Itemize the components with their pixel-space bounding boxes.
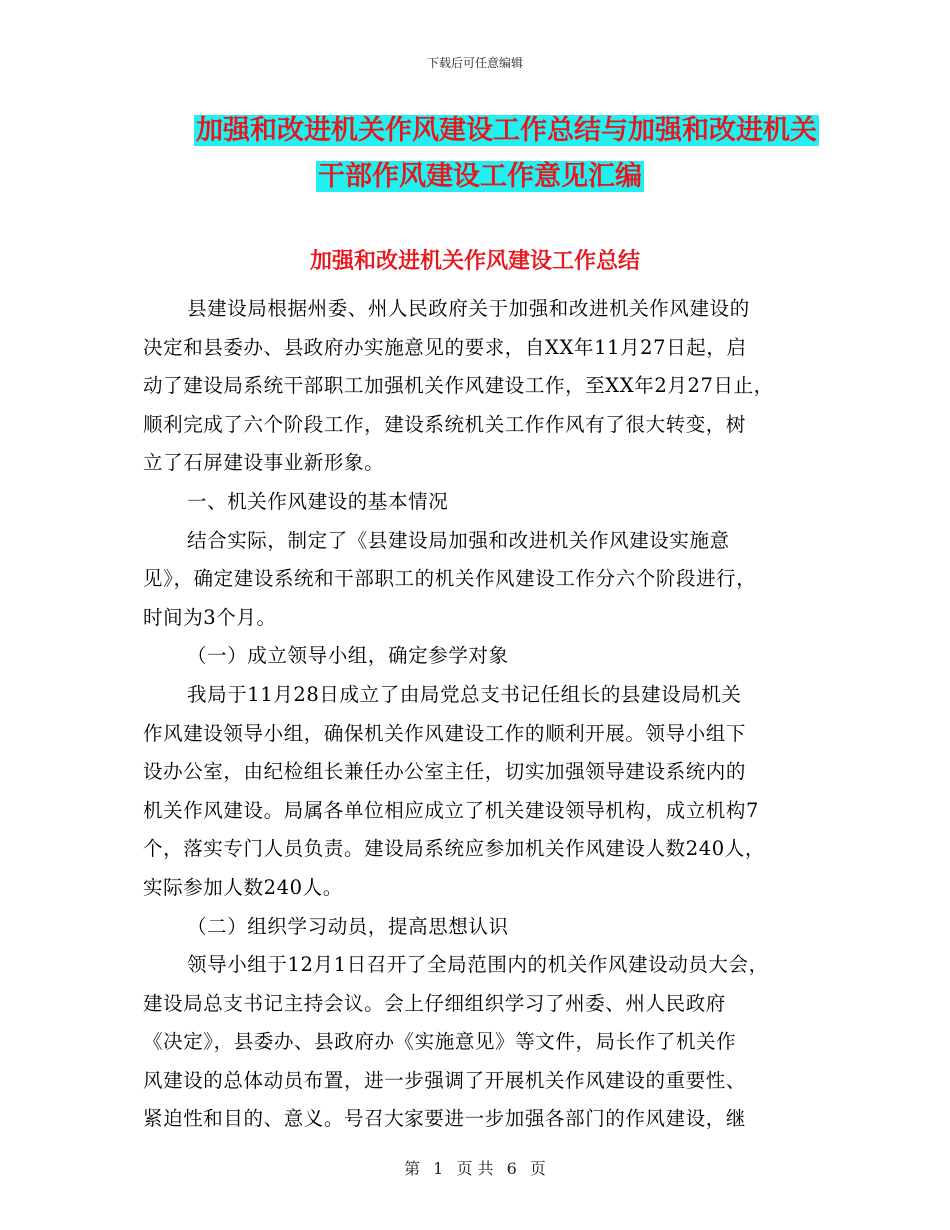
footer-suffix: 页 <box>529 1159 546 1178</box>
paragraph-line: 领导小组于12月1日召开了全局范围内的机关作风建设动员大会， <box>187 953 769 977</box>
paragraph-line: 个，落实专门人员负责。建设局系统应参加机关作风建设人数240人， <box>143 837 765 861</box>
paragraph-line: 作风建设领导小组，确保机关作风建设工作的顺利开展。领导小组下 <box>143 721 747 745</box>
paragraph-line: 顺利完成了六个阶段工作，建设系统机关工作作风有了很大转变，树 <box>143 412 747 436</box>
paragraph-line: 《决定》，县委办、县政府办《实施意见》等文件，局长作了机关作 <box>143 1030 737 1054</box>
paragraph-line: 结合实际，制定了《县建设局加强和改进机关作风建设实施意 <box>187 528 730 552</box>
page-header-note: 下载后可任意编辑 <box>426 56 523 70</box>
subheading-line: （二）组织学习动员，提高思想认识 <box>187 914 509 938</box>
paragraph-line: 我局于11月28日成立了由局党总支书记任组长的县建设局机关 <box>187 682 742 706</box>
paragraph-line: 紧迫性和目的、意义。号召大家要进一步加强各部门的作风建设，继 <box>143 1107 747 1131</box>
document-title-line-1: 加强和改进机关作风建设工作总结与加强和改进机关 <box>196 115 817 146</box>
section-title: 加强和改进机关作风建设工作总结 <box>309 249 640 274</box>
total-page-count: 6 <box>506 1159 517 1178</box>
paragraph-line: 动了建设局系统干部职工加强机关作风建设工作，至XX年2月27日止， <box>143 374 774 398</box>
page-footer <box>0 1156 950 1179</box>
paragraph-line: 立了石屏建设事业新形象。 <box>143 451 385 475</box>
body-text <box>143 290 815 1139</box>
paragraph-line: 实际参加人数240人。 <box>143 875 343 899</box>
paragraph-line: 见》，确定建设系统和干部职工的机关作风建设工作分六个阶段进行， <box>143 567 757 591</box>
paragraph-line: 机关作风建设。局属各单位相应成立了机关建设领导机构，成立机构7 <box>143 798 760 822</box>
paragraph-line: 风建设的总体动员布置，进一步强调了开展机关作风建设的重要性、 <box>143 1068 747 1092</box>
current-page-number: 1 <box>433 1159 444 1178</box>
paragraph-line: 建设局总支书记主持会议。会上仔细组织学习了州委、州人民政府 <box>143 991 726 1015</box>
footer-middle: 页 共 <box>456 1159 494 1178</box>
paragraph-line: 决定和县委办、县政府办实施意见的要求，自XX年11月27日起，启 <box>143 335 747 359</box>
heading-line: 一、机关作风建设的基本情况 <box>187 489 449 513</box>
paragraph-line: 设办公室，由纪检组长兼任办公室主任，切实加强领导建设系统内的 <box>143 760 747 784</box>
footer-prefix: 第 <box>404 1159 421 1178</box>
document-title-line-2: 干部作风建设工作意见汇编 <box>318 161 642 192</box>
subheading-line: （一）成立领导小组，确定参学对象 <box>187 644 509 668</box>
paragraph-line: 时间为3个月。 <box>143 605 277 629</box>
paragraph-line: 县建设局根据州委、州人民政府关于加强和改进机关作风建设的 <box>187 297 750 320</box>
